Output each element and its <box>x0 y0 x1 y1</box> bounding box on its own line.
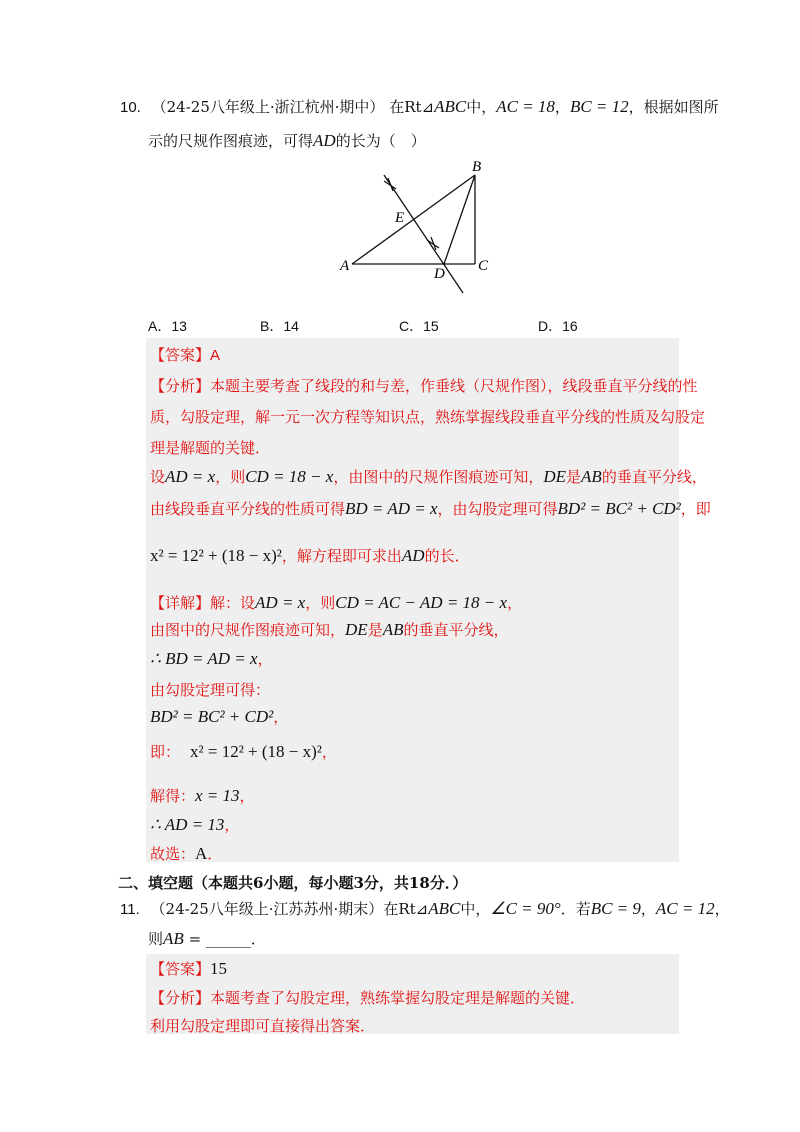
q10-analysis-4-g: 是 <box>566 468 582 486</box>
q11-ac: AC = 12 <box>655 899 715 918</box>
q10-option-b: B．14 <box>260 318 299 334</box>
q10-detail-6 <box>150 741 337 762</box>
q10-detail-9-end: ． <box>207 845 223 863</box>
q10-detail-2-a: 由图中的尺规作图痕迹可知， <box>150 621 346 639</box>
q10-analysis-6-d: 的长． <box>424 547 470 565</box>
q10-source: （24-25八年级上·浙江杭州·期中） <box>151 98 385 116</box>
q10-analysis-2: 质，勾股定理，解一元一次方程等知识点，熟练掌握线段垂直平分线的性质及勾股定 <box>150 408 706 426</box>
q10-detail-9-a: 故选： <box>150 845 196 863</box>
q10-analysis-3: 理是解题的关键． <box>150 439 271 457</box>
q10-analysis-4-i: 的垂直平分线， <box>601 468 707 486</box>
q10-detail-2-e: 的垂直平分线， <box>403 621 509 639</box>
q10-detail-5-end: ， <box>273 708 289 726</box>
q10-detail-3-end: ， <box>257 650 273 668</box>
q10-detail-7-a: 解得： <box>150 787 196 805</box>
q10-figure <box>330 155 489 300</box>
q10-line2-a: 示的尺规作图痕迹，可得 <box>148 132 314 150</box>
q10-detail-9-b: A <box>195 844 208 863</box>
q11-analysis-2: 利用勾股定理即可直接得出答案． <box>150 1017 376 1035</box>
q10-analysis-5-b: BD = AD = x <box>345 499 438 518</box>
q10-detail-6-end: ， <box>321 743 337 761</box>
q10-analysis-4-h: AB <box>581 467 602 486</box>
label-e: E <box>395 210 405 226</box>
q10-answer-tag: 【答案】 <box>150 346 211 364</box>
q10-analysis-4-b: AD = x <box>165 467 216 486</box>
q10-analysis-4-f: DE <box>543 467 567 486</box>
q10-detail-3 <box>150 648 273 669</box>
q10-analysis-4 <box>150 466 707 487</box>
q10-ac: AC = 18 <box>496 97 555 116</box>
q10-analysis-4-c: ，则 <box>215 468 246 486</box>
q10-option-a: A．13 <box>148 318 187 334</box>
q10-analysis-6-a: x² = 12² + (18 − x)² <box>150 546 282 565</box>
q10-sep1: ， <box>554 98 570 116</box>
q11-line2 <box>148 928 266 949</box>
q11-line1 <box>120 898 730 919</box>
q11-sep: ， <box>640 900 656 918</box>
q10-detail-1-b: AD = x <box>255 593 306 612</box>
q10-detail-8 <box>150 814 239 835</box>
q11-bc: BC = 9 <box>590 899 641 918</box>
q10-ad: AD <box>313 131 336 150</box>
q11-analysis-tag: 【分析】 <box>150 989 211 1007</box>
q10-answer-line <box>150 344 220 365</box>
q10-text-a: 在Rt⊿ <box>389 98 435 116</box>
q10-detail-1-c: ，则 <box>305 594 336 612</box>
q10-analysis-6 <box>150 545 470 566</box>
q10-analysis-6-c: AD <box>401 546 425 565</box>
q10-text-c: ，根据如图所 <box>628 98 719 116</box>
q10-analysis-5-d: BD² = BC² + CD² <box>557 499 681 518</box>
q10-line2 <box>148 130 426 151</box>
q10-detail-3-eq: ∴ BD = AD = x <box>150 649 258 668</box>
q10-line2-b: 的长为（ ） <box>335 132 426 150</box>
q10-detail-5-eq: BD² = BC² + CD² <box>150 707 274 726</box>
label-a: A <box>340 258 350 274</box>
q11-text-c: ．若 <box>560 900 591 918</box>
q10-detail-5 <box>150 706 288 727</box>
q11-answer: 15 <box>210 959 228 978</box>
q10-option-c: C．15 <box>399 318 439 334</box>
q10-detail-1 <box>150 592 522 613</box>
q11-analysis-text-1: 本题考查了勾股定理，熟练掌握勾股定理是解题的关键． <box>210 989 586 1007</box>
q10-analysis-5-e: ，即 <box>680 500 711 518</box>
q10-detail-1-d: CD = AC − AD = 18 − x <box>335 593 508 612</box>
q10-detail-8-eq: ∴ AD = 13 <box>150 815 225 834</box>
q10-detail-7 <box>150 785 255 806</box>
q10-answer: A <box>210 347 221 364</box>
q10-detail-9 <box>150 843 222 864</box>
q11-sep2: ， <box>714 900 730 918</box>
q11-analysis-1 <box>150 987 585 1008</box>
label-b: B <box>472 159 482 175</box>
q10-detail-4: 由勾股定理可得： <box>150 681 271 699</box>
q10-detail-2-d: AB <box>382 620 404 639</box>
q10-analysis-1 <box>150 375 698 396</box>
q10-text-b: 中， <box>466 98 497 116</box>
q10-detail-2-b: DE <box>345 620 368 639</box>
label-c: C <box>478 258 489 274</box>
q10-analysis-5-a: 由线段垂直平分线的性质可得 <box>150 500 346 518</box>
q10-analysis-tag: 【分析】 <box>150 377 211 395</box>
label-d: D <box>434 266 445 282</box>
q10-detail-2 <box>150 619 509 640</box>
q10-detail-6-a: 即： <box>150 743 181 761</box>
q10-option-d: D．16 <box>538 318 578 334</box>
q11-line2-a: 则 <box>148 930 164 948</box>
q10-detail-1-a: 解：设 <box>210 594 256 612</box>
q10-analysis-4-d: CD = 18 − x <box>245 467 334 486</box>
section2-heading: 二、填空题（本题共6小题，每小题3分，共18分．） <box>118 874 468 892</box>
q11-text-b: 中， <box>460 900 491 918</box>
arc-mark-top <box>384 178 396 191</box>
q10-detail-2-c: 是 <box>367 621 383 639</box>
q10-line1 <box>120 96 719 117</box>
q11-abc: ABC <box>428 899 461 918</box>
q11-angle: ∠C = 90° <box>490 899 561 918</box>
q10-analysis-text-1: 本题主要考查了线段的和与差，作垂线（尺规作图），线段垂直平分线的性 <box>210 377 698 395</box>
q11-answer-tag: 【答案】 <box>150 960 211 978</box>
q11-text-a: 在Rt⊿ <box>383 900 429 918</box>
q10-bc: BC = 12 <box>569 97 629 116</box>
q10-abc: ABC <box>434 97 467 116</box>
q11-ab: AB <box>163 929 184 948</box>
q10-detail-8-end: ， <box>224 816 240 834</box>
q10-analysis-6-b: ，解方程即可求出 <box>281 547 402 565</box>
q10-detail-tag: 【详解】 <box>150 594 211 612</box>
segment-bd <box>444 175 475 264</box>
q10-analysis-4-e: ，由图中的尺规作图痕迹可知， <box>333 468 544 486</box>
q10-detail-7-end: ， <box>239 787 255 805</box>
q10-number: 10. <box>120 99 141 116</box>
q11-number: 11. <box>120 901 140 918</box>
q10-analysis-4-a: 设 <box>150 468 166 486</box>
q11-source: （24-25八年级上·江苏苏州·期末） <box>150 900 384 918</box>
q10-detail-6-b: x² = 12² + (18 − x)² <box>190 742 322 761</box>
q10-analysis-5 <box>150 498 711 519</box>
q11-line2-b: = ______． <box>183 930 266 948</box>
q11-answer-line <box>150 958 227 979</box>
q10-detail-1-e: ， <box>507 594 523 612</box>
q10-detail-7-b: x = 13 <box>195 786 240 805</box>
q10-analysis-5-c: ，由勾股定理可得 <box>437 500 558 518</box>
